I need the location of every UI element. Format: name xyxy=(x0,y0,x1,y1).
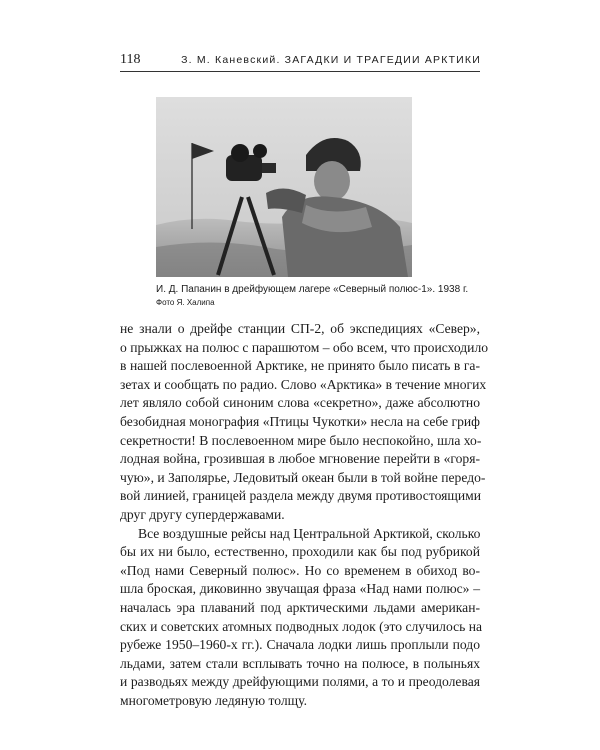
paragraph-line: не знали о дрейфе станции СП-2, об экспедициях «Север», xyxy=(120,321,480,336)
paragraph-line: лодная война, грозившая в любое мгновение перейти в «горя- xyxy=(120,451,480,467)
paragraph-line: чую», и Заполярье, Ледовитый океан были в той войне передо- xyxy=(120,469,486,485)
paragraph-line: в нашей послевоенной Арктике, не принято было писать в га- xyxy=(120,358,480,374)
paragraph-line: началась эра плаваний под арктическими льдами американ- xyxy=(120,599,480,615)
paragraph-line: Все воздушные рейсы над Центральной Арктикой, сколько xyxy=(138,525,481,541)
body-text xyxy=(120,320,489,710)
photo-caption: И. Д. Папанин в дрейфующем лагере «Северный полюс-1». 1938 г. xyxy=(156,284,469,295)
paragraph-line: рубеже 1950–1960-х гг.). Сначала лодки лишь проплыли подо xyxy=(120,637,480,653)
paragraph-line: многометровую ледяную толщу. xyxy=(120,692,307,708)
paragraph-line: зетах и сообщать по радио. Слово «Арктика» в течение многих xyxy=(120,376,487,392)
paragraph-line: шла броская, диковинно звучащая фраза «Над нами полюс» – xyxy=(120,581,480,597)
paragraph-line: бы их ни было, естественно, проходили как бы под рубрикой xyxy=(120,544,480,560)
paragraph-line: друг другу супердержавами. xyxy=(120,506,285,522)
paragraph-line: о прыжках на полюс с парашютом – обо всем, что происходило xyxy=(120,339,489,355)
page-number: 118 xyxy=(120,52,141,67)
photo-credit: Фото Я. Халипа xyxy=(156,298,215,307)
paragraph-line: вой линией, границей раздела между двумя противостоящими xyxy=(120,488,482,504)
running-head: З. М. Каневский. ЗАГАДКИ И ТРАГЕДИИ АРКТИКИ xyxy=(181,54,481,66)
paragraph-line: секретности! В послевоенном мире было неспокойно, шла хо- xyxy=(120,432,482,448)
paragraph-line: «Под нами Северный полюс». Но со временем в обиход во- xyxy=(120,562,480,578)
header-rule xyxy=(120,71,480,72)
paragraph-line: лет являло собой синоним слова «секретно», даже абсолютно xyxy=(120,395,480,411)
paragraph-line: ских и советских атомных подводных лодок (это случилось на xyxy=(120,618,483,634)
paragraph-line: льдами, затем стали всплывать точно на полюсе, в полыньях xyxy=(120,655,480,671)
papanin-photo xyxy=(156,97,412,277)
paragraph-line: безобидная монография «Птицы Чукотки» несла на себе гриф xyxy=(120,413,480,429)
paragraph-line: и разводьях между дрейфующими полями, а то и преодолевая xyxy=(120,674,480,690)
